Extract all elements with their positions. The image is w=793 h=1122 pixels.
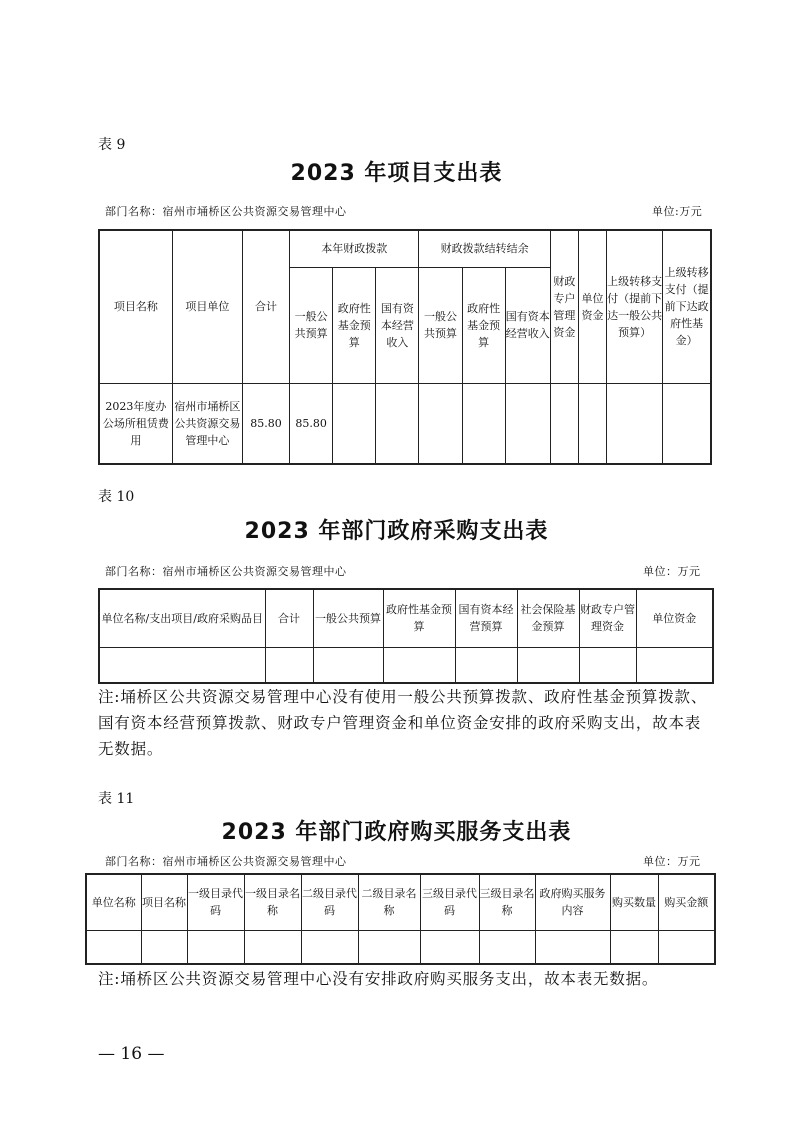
table9: [98, 229, 712, 465]
header-carry-fund: 政府性基金预算: [462, 267, 505, 383]
table-row: [99, 383, 711, 464]
header-carry-general: 一般公共预算: [419, 267, 462, 383]
table10-unit: 单位：万元: [643, 565, 701, 578]
cell-empty: [550, 383, 578, 464]
header-general: 一般公共预算: [313, 589, 383, 647]
header-project-name: 项目名称: [141, 874, 187, 930]
header-item-name: 项目名称: [99, 230, 172, 383]
cell-empty: [505, 383, 550, 464]
header-total: 合计: [265, 589, 313, 647]
table11-dept: 部门名称：宿州市埇桥区公共资源交易管理中心: [105, 855, 347, 868]
header-item-unit: 项目单位: [172, 230, 242, 383]
header-unitfund: 单位资金: [636, 589, 713, 647]
cell-empty: [333, 383, 376, 464]
cell-empty: [607, 383, 663, 464]
table11: [85, 873, 716, 965]
header-l1-code: 一级目录代码: [187, 874, 244, 930]
header-l2-name: 二级目录名称: [358, 874, 420, 930]
table10-dept: 部门名称：宿州市埇桥区公共资源交易管理中心: [105, 565, 347, 578]
header-fund: 政府性基金预算: [383, 589, 455, 647]
table10-label: 表 10: [98, 489, 135, 505]
table9-dept: 部门名称：宿州市埇桥区公共资源交易管理中心: [105, 205, 347, 218]
header-state: 国有资本经营预算: [455, 589, 517, 647]
cell-item-name: 2023年度办公场所租赁费用: [99, 383, 172, 464]
table10-title: 2023 年部门政府采购支出表: [244, 519, 549, 544]
table10: [98, 588, 714, 684]
header-current-general: 一般公共预算: [290, 267, 333, 383]
header-carry-state: 国有资本经营收入: [505, 267, 550, 383]
header-unit-name: 单位名称/支出项目/政府采购品目: [99, 589, 265, 647]
cell-empty: [419, 383, 462, 464]
cell-item-unit: 宿州市埇桥区公共资源交易管理中心: [172, 383, 242, 464]
cell-empty: [578, 383, 606, 464]
header-l2-code: 二级目录代码: [301, 874, 358, 930]
header-unit-name: 单位名称: [86, 874, 141, 930]
table9-unit: 单位:万元: [652, 205, 703, 218]
cell-total: 85.80: [242, 383, 289, 464]
header-service-content: 政府购买服务内容: [535, 874, 610, 930]
table9-title: 2023 年项目支出表: [290, 161, 503, 186]
header-total: 合计: [242, 230, 289, 383]
header-unitfund: 单位资金: [578, 230, 606, 383]
table-row: [86, 930, 715, 964]
header-current-group: 本年财政拨款: [290, 230, 419, 267]
table11-unit: 单位：万元: [643, 855, 701, 868]
header-carry-group: 财政拨款结转结余: [419, 230, 550, 267]
table10-note: 注:埇桥区公共资源交易管理中心没有使用一般公共预算拨款、政府性基金预算拨款、国有资本经营预算拨款、财政专户管理资金和单位资金安排的政府采购支出，故本表无数据。: [98, 688, 708, 758]
header-current-fund: 政府性基金预算: [333, 267, 376, 383]
cell-empty: [376, 383, 419, 464]
table11-note: 注:埇桥区公共资源交易管理中心没有安排政府购买服务支出，故本表无数据。: [98, 970, 659, 988]
header-special: 财政专户管理资金: [550, 230, 578, 383]
header-l3-code: 三级目录代码: [420, 874, 479, 930]
cell-empty: [663, 383, 711, 464]
table-row: [99, 647, 713, 683]
header-upper-fund: 上级转移支付（提前下达政府性基金）: [663, 230, 711, 383]
header-social: 社会保险基金预算: [517, 589, 579, 647]
cell-empty: [462, 383, 505, 464]
header-quantity: 购买数量: [610, 874, 658, 930]
page-number: — 16 —: [98, 1044, 165, 1064]
header-l1-name: 一级目录名称: [244, 874, 301, 930]
header-amount: 购买金额: [658, 874, 715, 930]
table11-label: 表 11: [98, 791, 135, 807]
cell-general: 85.80: [290, 383, 333, 464]
header-upper-general: 上级转移支付（提前下达一般公共预算）: [607, 230, 663, 383]
header-current-state: 国有资本经营收入: [376, 267, 419, 383]
header-l3-name: 三级目录名称: [479, 874, 535, 930]
table9-label: 表 9: [98, 137, 126, 153]
header-special: 财政专户管理资金: [579, 589, 636, 647]
table11-title: 2023 年部门政府购买服务支出表: [221, 820, 572, 845]
